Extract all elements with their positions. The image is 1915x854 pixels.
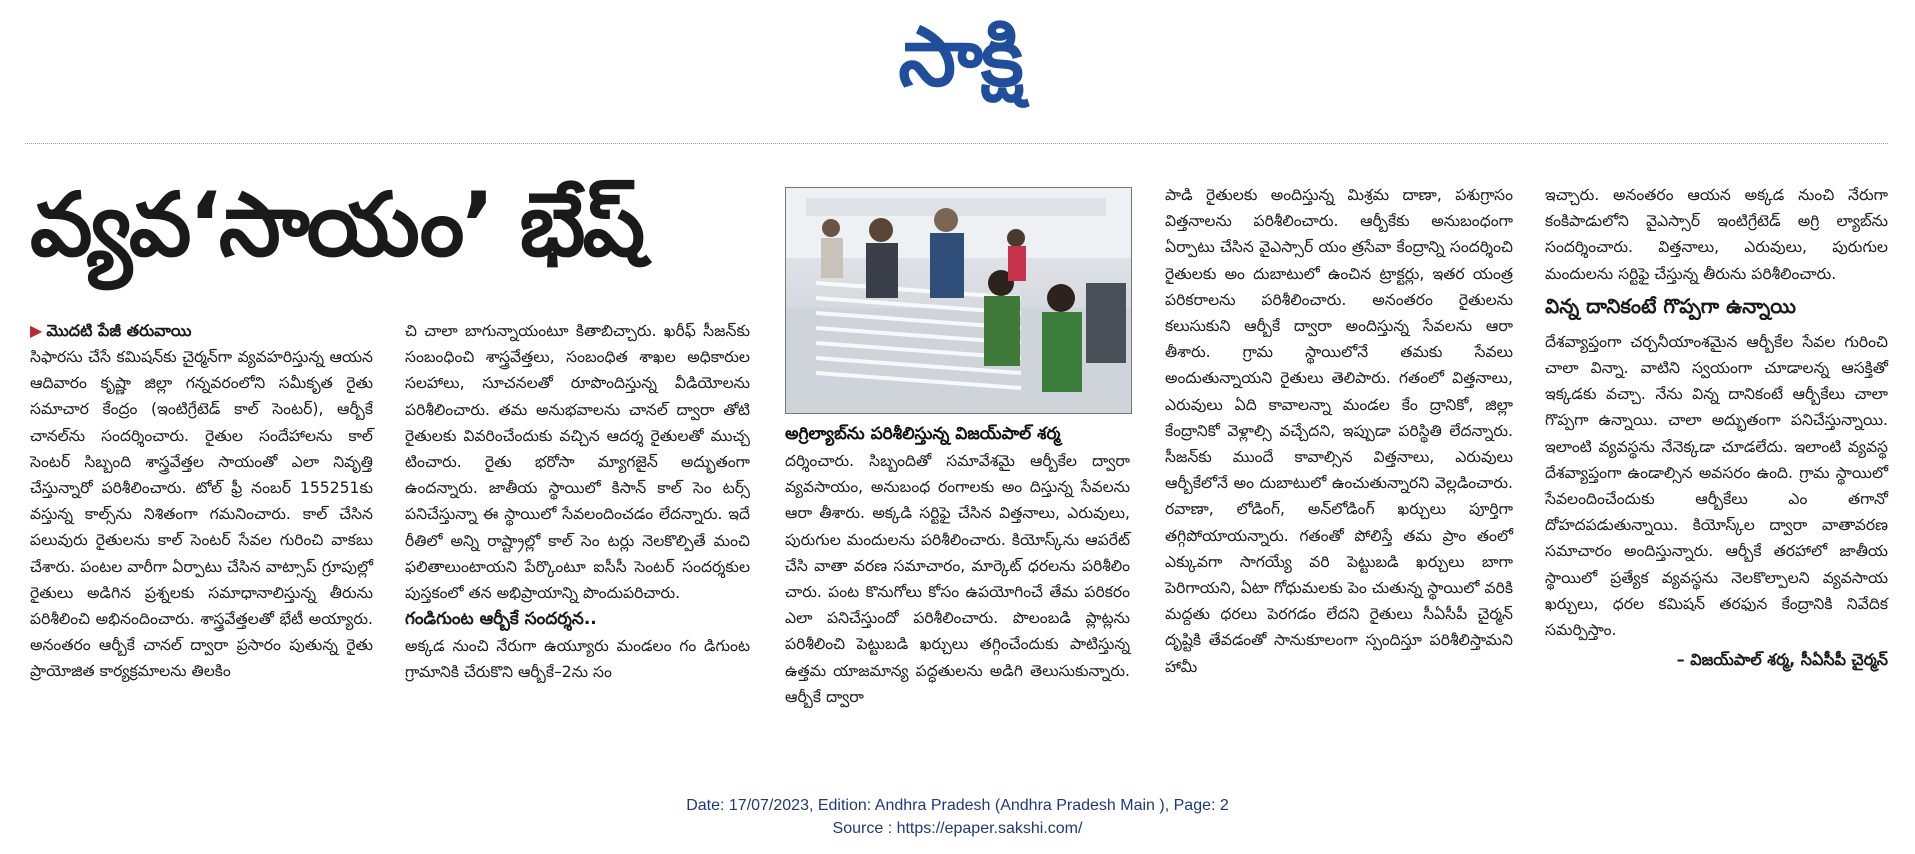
article-column-5: [1545, 182, 1888, 673]
triangle-marker-icon: ▶: [30, 321, 43, 340]
column-2-text: చి చాలా బాగున్నాయంటూ కితాబిచ్చారు. ఖరీఫ్ సీజన్‌కు సంబంధించి శాస్త్రవేత్తలు, సంబంధిత శాఖల అధికారుల సలహాలు, సూచనలతో రూపొందిస్తున్న వీడియోలను పరిశీలించారు. తమ అనుభవాలను చానల్ ద్వారా తోటి రైతులకు వివరించేందుకు వచ్చిన ఆదర్శ రైతులతో ముచ్చ టించారు. రైతు భరోసా మ్యాగజైన్ అద్భుతంగా ఉందన్నారు. జాతీయ స్థాయిలో కిసాన్ కాల్ సెం టర్స్ పనిచేస్తున్నా ఈ స్థాయిలో సేవలందించడం లేదన్నారు. ఇదే రీతిలో అన్ని రాష్ట్రాల్లో కాల్ సెం టర్లు నెలకొల్పితే మంచి ఫలితాలుంటాయని పేర్కొంటూ ఐసీసీ సెంటర్ సందర్శకుల పుస్తకంలో తన అభిప్రాయాన్ని పొందుపరిచారు.: [405, 322, 750, 603]
article-column-3: [785, 448, 1130, 710]
article-photo: [785, 187, 1132, 414]
article-column-4: [1165, 182, 1513, 680]
article-column-1: [30, 318, 373, 685]
column-5-text: ఇచ్చారు. అనంతరం ఆయన అక్కడ నుంచి నేరుగా కంకిపాడులోని వైఎస్సార్ ఇంటిగ్రేటెడ్ అగ్రి ల్యాబ్‌ను సందర్శించారు. విత్తనాలు, ఎరువులు, పురుగుల మందులను సర్టిఫై చేస్తున్న తీరును పరిశీలించారు.: [1545, 186, 1888, 283]
continuation-kicker: [30, 318, 373, 344]
masthead: [0, 0, 1915, 135]
photo-caption: అగ్రిల్యాబ్‌ను పరిశీలిస్తున్న విజయ్‌పాల్ శర్మ: [785, 424, 1061, 444]
sakshi-logo: సాక్షి: [898, 10, 1022, 105]
column-2-subhead: గండిగుంట ఆర్బీకే సందర్శన..: [405, 609, 597, 630]
column-5-subhead: విన్న దానికంటే గొప్పగా ఉన్నాయి: [1545, 293, 1796, 318]
column-5-quote: దేశవ్యాప్తంగా చర్చనీయాంశమైన ఆర్బీకేల సేవల గురించి చాలా విన్నా. వాటిని స్వయంగా చూడాలన్న ఆసక్తితో ఇక్కడకు వచ్చా. నేను విన్న దానికంటే ఆర్బీకేలు చాలా గొప్పగా ఉన్నాయి. చాలా అద్భుతంగా పనిచేస్తున్నాయి. ఇలాంటి వ్యవస్థను నేనెక్కడా చూడలేదు. ఇలాంటి వ్యవస్థ దేశవ్యాప్తంగా ఉండాల్సిన అవసరం ఉంది. గ్రామ స్థాయిలో సేవలందించేందుకు ఆర్బీకేలు ఎం తగానో దోహదపడుతున్నాయి. కియోస్క్‌ల ద్వారా వాతావరణ సమాచారం అందిస్తున్నారు. ఆర్బీకే తరహాలో జాతీయ స్థాయిలో ప్రత్యేక వ్యవస్థను నెలకొల్పాలని వ్యవసాయ ఖర్చులు, ధరల కమిషన్ తరఫున కేంద్రానికి నివేదిక సమర్పిస్తాం.: [1545, 332, 1888, 640]
article-headline: వ్యవ‘సాయం’ భేష్: [30, 173, 643, 276]
column-2-text-continued: అక్కడ నుంచి నేరుగా ఉయ్యూరు మండలం గం డిగుంట గ్రామానికి చేరుకొని ఆర్బీకే–2ను సం: [405, 637, 750, 682]
source-link[interactable]: Source : https://epaper.sakshi.com/: [832, 820, 1083, 837]
column-3-text: దర్శించారు. సిబ్బందితో సమావేశమై ఆర్బీకేల ద్వారా వ్యవసాయం, అనుబంధ రంగాలకు అం దిస్తున్న సేవలను ఆరా తీశారు. అక్కడి సర్టిఫై చేసిన విత్తనాలు, ఎరువులు, పురుగుల మందులను పరిశీలించారు. కియోస్క్‌ను ఆపరేట్ చేసి వాతా వరణ సమాచారం, మార్కెట్ ధరలను పరిశీలిం చారు. పంట కొనుగోలు కోసం ఉపయోగించే తేమ పరికరం ఎలా పనిచేస్తుందో పరిశీలించారు. పొలంబడి ప్లాట్లను పరిశీలించి పెట్టుబడి ఖర్చులు తగ్గించేందుకు పాటిస్తున్న ఉత్తమ యాజమాన్య పద్ధతులను అడిగి తెలుసుకున్నారు. ఆర్బీకే ద్వారా: [785, 452, 1130, 706]
quote-signature: – విజయ్‌పాల్ శర్మ, సీఏసీపీ చైర్మన్: [1676, 650, 1888, 670]
column-1-text: సిఫారసు చేసే కమిషన్‌కు చైర్మన్‌గా వ్యవహరిస్తున్న ఆయన ఆదివారం కృష్ణా జిల్లా గన్నవరంలోని సమీకృత రైతు సమాచార కేంద్రం (ఇంటిగ్రేటెడ్ కాల్ సెంటర్), ఆర్బీకే చానల్‌ను సందర్శించారు. రైతుల సందేహాలను కాల్ సెంటర్ సిబ్బంది శాస్త్రవేత్తల సాయంతో ఎలా నివృత్తి చేస్తున్నారో పరిశీలించారు. టోల్ ఫ్రీ నంబర్ 155251కు వస్తున్న కాల్స్‌ను నిశితంగా గమనించారు. కాల్ చేసిన పలువురు రైతులను కాల్ సెంటర్ సేవల గురించి వాకబు చేశారు. పంటల వారీగా ఏర్పాటు చేసిన వాట్సాప్ గ్రూపుల్లో రైతులు అడిగిన ప్రశ్నలకు సమాధానాలిస్తున్న తీరును పరిశీలించి అభినందించారు. శాస్త్రవేత్తలతో భేటీ అయ్యారు. అనంతరం ఆర్బీకే చానల్ ద్వారా ప్రసారం పుతున్న రైతు ప్రాయోజిత కార్యక్రమాలను తిలకిం: [30, 348, 373, 681]
kicker-label: మొదటి పేజీ తరువాయి: [46, 321, 192, 340]
column-4-text: పాడి రైతులకు అందిస్తున్న మిశ్రమ దాణా, పశుగ్రాసం విత్తనాలను పరిశీలించారు. ఆర్బీకేకు అనుబంధంగా ఏర్పాటు చేసిన వైఎస్సార్ యం త్రసేవా కేంద్రాన్ని సందర్శించి రైతులకు అం దుబాటులో ఉంచిన ట్రాక్టర్లు, ఇతర యంత్ర పరికరాలను పరిశీలించారు. అనంతరం రైతులను కలుసుకుని ఆర్బీకే ద్వారా అందిస్తున్న సేవలను ఆరా తీశారు. గ్రామ స్థాయిలోనే తమకు సేవలు అందుతున్నాయని రైతులు తెలిపారు. గతంలో విత్తనాలు, ఎరువులు ఏది కావాలన్నా మండల కేం ద్రానికో, జిల్లా కేంద్రానికో వెళ్లాల్సి వచ్చేదని, ఇప్పుడా పరిస్థితి లేదన్నారు. సీజన్‌కు ముందే కావాల్సిన విత్తనాలు, ఎరువులు ఆర్బీకేలోనే అం దుబాటులో ఉంచుతున్నారని వెల్లడించారు. రవాణా, లోడింగ్, అన్‌లోడింగ్ ఖర్చులు పూర్తిగా తగ్గిపోయాయన్నారు. గతంతో పోలిస్తే తమ ప్రాం తంలో ఎక్కువగా సాగయ్యే వరి పెట్టుబడి ఖర్చులు బాగా పెరిగాయని, ఏటా గోధుమలకు పెం చుతున్న స్థాయిలో వరికి మద్దతు ధరలు పెరగడం లేదని రైతులు సీఏసీపీ చైర్మన్ దృష్టికి తేవడంతో సానుకూలంగా స్పందిస్తూ పరిశీలిస్తామని హామీ: [1165, 186, 1513, 676]
article-column-2: [405, 318, 750, 686]
masthead-divider: [25, 143, 1888, 144]
edition-info: Date: 17/07/2023, Edition: Andhra Pradesh (Andhra Pradesh Main ), Page: 2: [686, 797, 1229, 814]
